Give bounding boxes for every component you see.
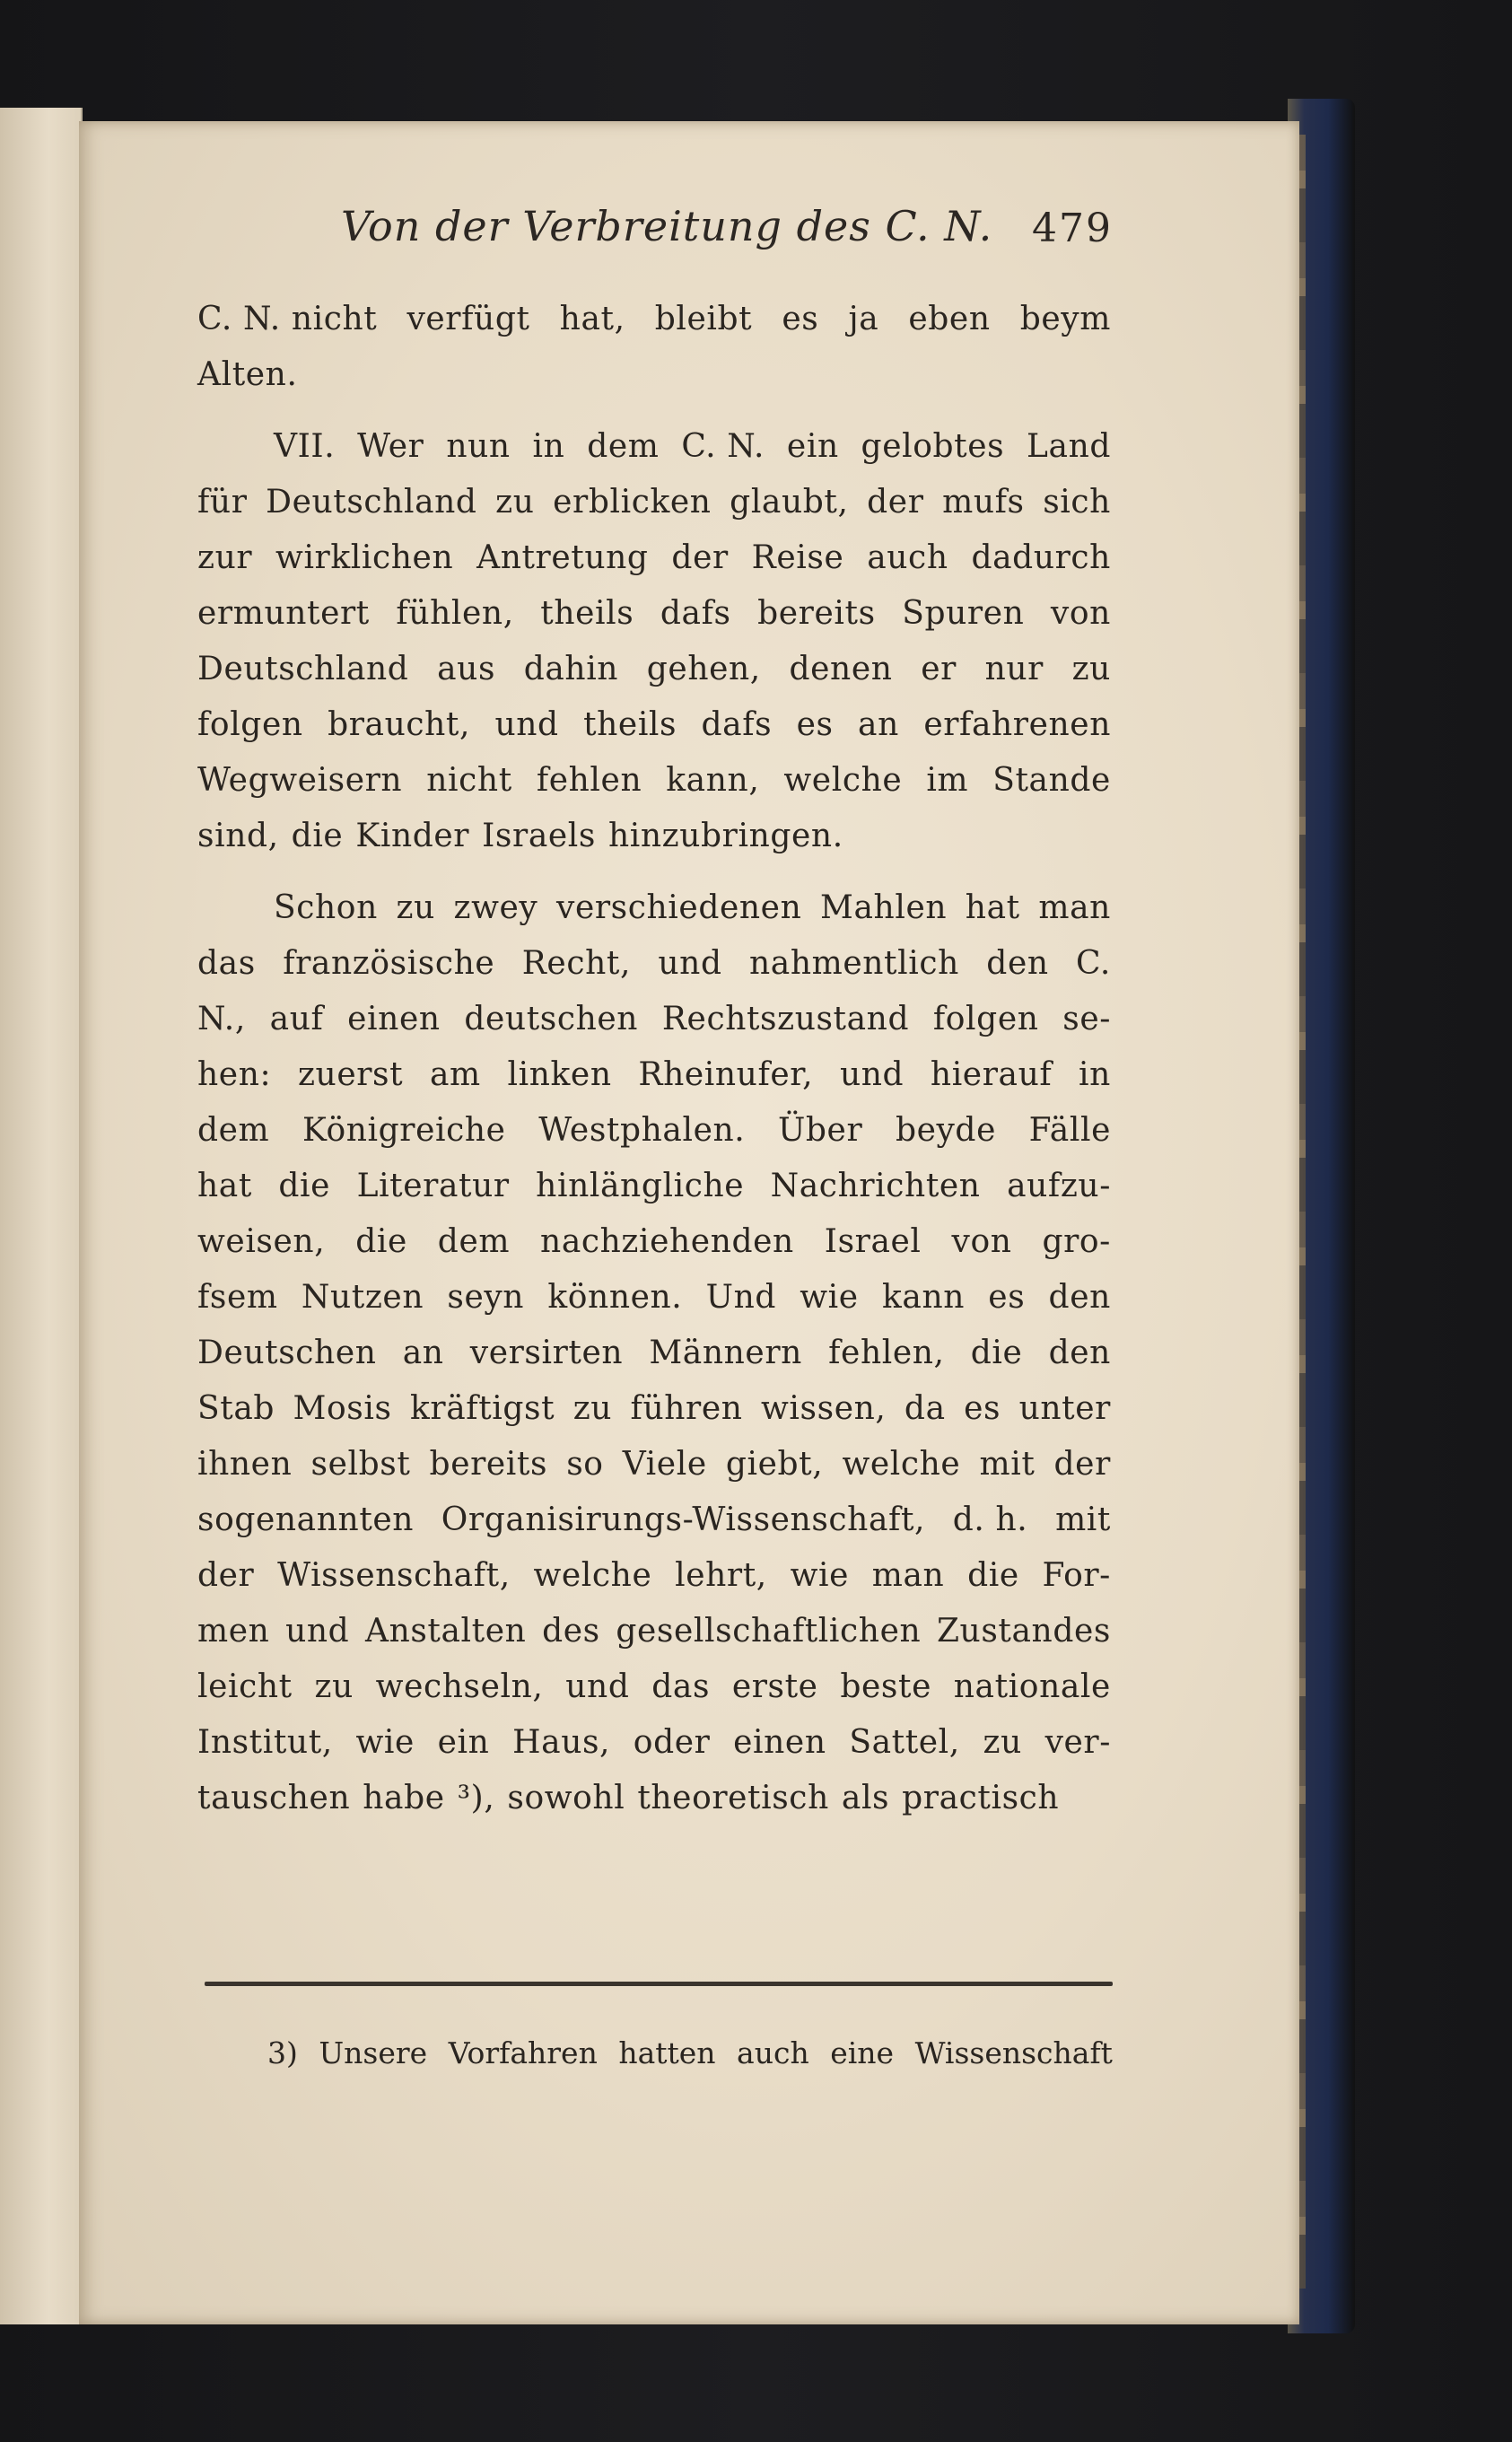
- word: die: [970, 1335, 1023, 1371]
- word: die: [967, 1557, 1019, 1594]
- word: unter: [1018, 1390, 1111, 1427]
- word: Männern: [649, 1335, 802, 1371]
- word: dafs: [660, 595, 731, 632]
- word: hat: [197, 1168, 252, 1204]
- word: For-: [1042, 1557, 1111, 1594]
- word: zu: [314, 1668, 354, 1705]
- word: Alten.: [197, 356, 298, 393]
- word: habe: [363, 1780, 445, 1816]
- word: einen: [733, 1724, 826, 1761]
- word: an: [858, 706, 899, 743]
- word: d. h.: [952, 1501, 1028, 1538]
- footnote-word: auch: [737, 2035, 809, 2070]
- word: den: [986, 945, 1049, 982]
- word: ermuntert: [197, 595, 370, 632]
- word: Stab: [197, 1390, 275, 1427]
- word: N.,: [197, 1001, 246, 1037]
- word: man: [871, 1557, 945, 1594]
- word: Kinder: [355, 818, 470, 854]
- word: der: [867, 484, 924, 521]
- word: die: [291, 818, 344, 854]
- footnote-word: 3): [267, 2035, 298, 2070]
- word: es: [782, 301, 819, 337]
- word: Fälle: [1028, 1112, 1111, 1149]
- text-line: [197, 1103, 1111, 1159]
- text-line: [197, 292, 1111, 347]
- footnote-word: Unsere: [319, 2035, 428, 2070]
- word: Spuren: [902, 595, 1025, 632]
- word: den: [1048, 1279, 1111, 1316]
- word: braucht,: [328, 706, 471, 743]
- word: der: [671, 539, 729, 576]
- word: führen: [630, 1390, 743, 1427]
- word: Rechtszustand: [661, 1001, 910, 1037]
- word: Deutschland: [197, 651, 409, 687]
- word: zu: [1071, 651, 1111, 687]
- word: das: [651, 1668, 711, 1705]
- word: zu: [396, 889, 435, 926]
- word: sich: [1043, 484, 1111, 521]
- text-line: [197, 586, 1111, 642]
- word: Wissenschaft,: [277, 1557, 511, 1594]
- text-line: [197, 697, 1111, 753]
- word: mufs: [942, 484, 1025, 521]
- word: französische: [283, 945, 495, 982]
- word: erste: [731, 1668, 818, 1705]
- word: und: [285, 1613, 350, 1650]
- word: Westphalen.: [538, 1112, 746, 1149]
- word: gro-: [1042, 1223, 1111, 1260]
- word: wie: [355, 1724, 415, 1761]
- word: hinlängliche: [536, 1168, 745, 1204]
- text-line: [197, 1771, 1111, 1826]
- footnote-word: Wissenschaft: [914, 2035, 1113, 2070]
- word: nachziehenden: [540, 1223, 794, 1260]
- word: dadurch: [971, 539, 1111, 576]
- word: Anstalten: [364, 1613, 527, 1650]
- word: dafs: [701, 706, 773, 743]
- word: das: [197, 945, 256, 982]
- word: es: [964, 1390, 1001, 1427]
- word: bleibt: [654, 301, 753, 337]
- word: lehrt,: [675, 1557, 767, 1594]
- text-line: [197, 1159, 1111, 1214]
- text-line: [197, 1047, 1111, 1103]
- word: Literatur: [356, 1168, 510, 1204]
- word: nun: [446, 428, 511, 465]
- text-line: [197, 1548, 1111, 1604]
- word: wie: [790, 1557, 850, 1594]
- word: und: [839, 1056, 905, 1093]
- word: seyn: [447, 1279, 525, 1316]
- word: Haus,: [512, 1724, 611, 1761]
- word: Land: [1027, 428, 1111, 465]
- word: folgen: [932, 1001, 1039, 1037]
- word: von: [1050, 595, 1111, 632]
- word: Deutschland: [266, 484, 477, 521]
- word: Mosis: [293, 1390, 392, 1427]
- text-line: [197, 992, 1111, 1047]
- text-line: [197, 642, 1111, 697]
- footnote: [267, 2035, 1113, 2070]
- word: beyde: [895, 1112, 996, 1149]
- word: theoretisch: [637, 1780, 829, 1816]
- word: zu: [983, 1724, 1022, 1761]
- word: Sattel,: [849, 1724, 960, 1761]
- page-number: 479: [1032, 206, 1113, 251]
- word: wissen,: [761, 1390, 887, 1427]
- text-line: [197, 1381, 1111, 1437]
- word: C. N. nicht: [197, 301, 378, 337]
- text-line: [197, 1214, 1111, 1270]
- word: hat,: [559, 301, 625, 337]
- word: welche: [783, 762, 903, 799]
- word: hat: [965, 889, 1020, 926]
- word: verschiedenen: [556, 889, 802, 926]
- word: es: [796, 706, 834, 743]
- word: wie: [800, 1279, 859, 1316]
- word: aus: [437, 651, 496, 687]
- word: Institut,: [197, 1724, 333, 1761]
- word: tauschen: [197, 1780, 351, 1816]
- word: fühlen,: [396, 595, 514, 632]
- word: selbst: [310, 1446, 411, 1483]
- word: an: [402, 1335, 444, 1371]
- word: Wegweisern: [197, 762, 403, 799]
- footnote-rule: [205, 1982, 1113, 1986]
- word: giebt,: [725, 1446, 824, 1483]
- word: ein: [786, 428, 839, 465]
- word: folgen: [197, 706, 303, 743]
- word: Zustandes: [936, 1613, 1111, 1650]
- word: hierauf: [930, 1056, 1053, 1093]
- word: practisch: [902, 1780, 1060, 1816]
- word: auch: [867, 539, 948, 576]
- text-line: [197, 936, 1111, 992]
- word: glaubt,: [730, 484, 849, 521]
- word: Viele: [622, 1446, 707, 1483]
- word: weisen,: [197, 1223, 326, 1260]
- text-line: [197, 1659, 1111, 1715]
- word: kann: [881, 1279, 966, 1316]
- word: Israels: [482, 818, 596, 854]
- word: im: [926, 762, 969, 799]
- word: ver-: [1044, 1724, 1111, 1761]
- word: können.: [547, 1279, 683, 1316]
- word: zu: [572, 1390, 613, 1427]
- word: Und: [705, 1279, 776, 1316]
- footnote-word: eine: [830, 2035, 895, 2070]
- word: gesellschaftlichen: [616, 1613, 922, 1650]
- word: ein: [437, 1724, 490, 1761]
- word: welche: [533, 1557, 652, 1594]
- word: theils: [540, 595, 634, 632]
- word: Israel: [824, 1223, 922, 1260]
- word: fehlen: [536, 762, 642, 799]
- text-line: [197, 347, 1111, 403]
- word: der: [197, 1557, 255, 1594]
- word: man: [1038, 889, 1111, 926]
- body-text: [197, 292, 1111, 1826]
- word: er: [921, 651, 957, 687]
- word: Rheinufer,: [638, 1056, 814, 1093]
- word: wirklichen: [275, 539, 454, 576]
- word: von: [951, 1223, 1012, 1260]
- text-line: [197, 880, 1111, 936]
- word: für: [197, 484, 248, 521]
- text-line: [197, 530, 1111, 586]
- word: die: [355, 1223, 407, 1260]
- word: sind,: [197, 818, 279, 854]
- footnote-word: hatten: [618, 2035, 716, 2070]
- word: Organisirungs-Wissenschaft,: [441, 1501, 926, 1538]
- text-line: [197, 1604, 1111, 1659]
- text-line: [197, 475, 1111, 530]
- word: dahin: [523, 651, 619, 687]
- word: gehen,: [646, 651, 761, 687]
- word: die: [278, 1168, 331, 1204]
- facing-page-edge: [0, 108, 83, 2324]
- word: Mahlen: [820, 889, 948, 926]
- word: zur: [197, 539, 253, 576]
- word: nur: [984, 651, 1044, 687]
- word: beym: [1019, 301, 1111, 337]
- word: mit: [1055, 1501, 1111, 1538]
- word: bereits: [429, 1446, 548, 1483]
- word: dem: [197, 1112, 270, 1149]
- word: bereits: [757, 595, 876, 632]
- word: nahmentlich: [749, 945, 959, 982]
- running-title: Von der Verbreitung des C. N.: [341, 202, 993, 250]
- word: sogenannten: [197, 1501, 415, 1538]
- word: erblicken: [553, 484, 712, 521]
- word: sowohl: [507, 1780, 625, 1816]
- word: Recht,: [521, 945, 631, 982]
- word: hinzubringen.: [607, 818, 843, 854]
- word: denen: [789, 651, 893, 687]
- word: welche: [842, 1446, 961, 1483]
- text-line: [197, 1326, 1111, 1381]
- word: dem: [437, 1223, 511, 1260]
- word: versirten: [469, 1335, 624, 1371]
- word: Königreiche: [302, 1112, 506, 1149]
- word: fehlen,: [828, 1335, 945, 1371]
- word: theils: [583, 706, 677, 743]
- word: kräftigst: [410, 1390, 555, 1427]
- word: Schon: [274, 889, 378, 926]
- word: in: [1079, 1056, 1111, 1093]
- word: Reise: [751, 539, 844, 576]
- word: und: [565, 1668, 630, 1705]
- text-line: [197, 1437, 1111, 1492]
- word: als: [841, 1780, 890, 1816]
- word: nicht: [426, 762, 512, 799]
- word: des: [542, 1613, 600, 1650]
- word: dem: [587, 428, 660, 465]
- word: einen: [347, 1001, 441, 1037]
- word: und: [494, 706, 559, 743]
- word: Nutzen: [301, 1279, 424, 1316]
- word: gelobtes: [861, 428, 1005, 465]
- word: nationale: [953, 1668, 1111, 1705]
- word: leicht: [197, 1668, 293, 1705]
- text-line: [197, 1715, 1111, 1771]
- word: ³),: [457, 1780, 495, 1816]
- word: eben: [908, 301, 991, 337]
- text-line: [197, 419, 1111, 475]
- word: se-: [1062, 1001, 1111, 1037]
- word: Stande: [992, 762, 1111, 799]
- word: aufzu-: [1007, 1168, 1111, 1204]
- word: erfahrenen: [923, 706, 1111, 743]
- word: und: [658, 945, 722, 982]
- text-line: [197, 809, 1111, 864]
- word: beste: [840, 1668, 931, 1705]
- word: zwey: [453, 889, 538, 926]
- word: in: [532, 428, 565, 465]
- word: Antretung: [476, 539, 649, 576]
- word: es: [988, 1279, 1026, 1316]
- word: Nachrichten: [770, 1168, 981, 1204]
- word: oder: [633, 1724, 711, 1761]
- word: hen:: [197, 1056, 272, 1093]
- word: fsem: [197, 1279, 278, 1316]
- word: Über: [777, 1112, 863, 1149]
- word: ihnen: [197, 1446, 293, 1483]
- word: men: [197, 1613, 270, 1650]
- word: wechseln,: [375, 1668, 544, 1705]
- word: da: [904, 1390, 946, 1427]
- footnote-word: Vorfahren: [448, 2035, 598, 2070]
- word: Wer: [357, 428, 424, 465]
- word: VII.: [274, 428, 336, 465]
- word: so: [566, 1446, 604, 1483]
- text-line: [197, 1492, 1111, 1548]
- word: verfügt: [406, 301, 530, 337]
- word: kann,: [666, 762, 760, 799]
- word: der: [1053, 1446, 1111, 1483]
- word: zuerst: [297, 1056, 404, 1093]
- word: den: [1048, 1335, 1111, 1371]
- word: zu: [495, 484, 535, 521]
- text-line: [197, 1270, 1111, 1326]
- word: auf: [269, 1001, 324, 1037]
- word: C. N.: [681, 428, 765, 465]
- word: C.: [1076, 945, 1111, 982]
- word: Deutschen: [197, 1335, 377, 1371]
- word: linken: [507, 1056, 612, 1093]
- word: mit: [979, 1446, 1036, 1483]
- word: deutschen: [464, 1001, 639, 1037]
- word: am: [429, 1056, 481, 1093]
- running-head: [260, 202, 1113, 274]
- text-line: [197, 753, 1111, 809]
- word: ja: [848, 301, 879, 337]
